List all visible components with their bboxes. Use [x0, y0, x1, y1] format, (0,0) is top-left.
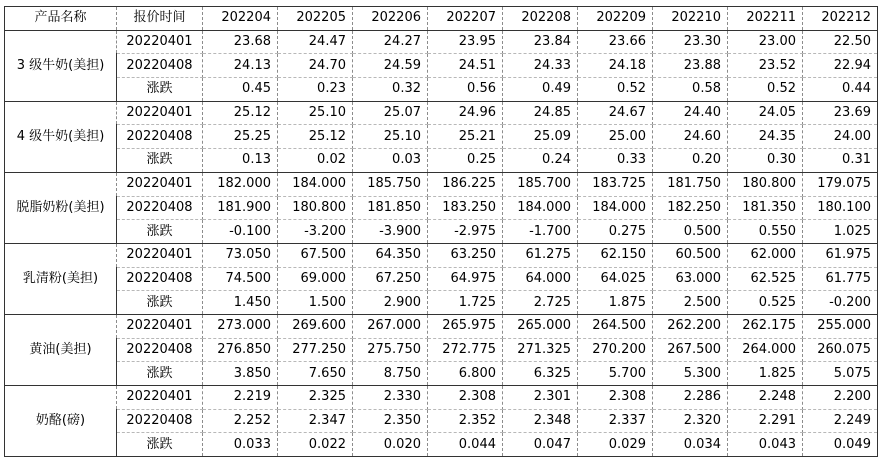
price-cell: 0.25 [428, 149, 503, 173]
price-cell: 24.47 [278, 30, 353, 54]
row-label: 涨跌 [117, 362, 203, 386]
table-row [5, 172, 878, 196]
table-row [5, 101, 878, 125]
table-row [5, 243, 878, 267]
price-cell: 179.075 [803, 172, 878, 196]
price-cell: 64.975 [428, 267, 503, 291]
header-date: 报价时间 [117, 7, 203, 31]
price-cell: 183.725 [578, 172, 653, 196]
row-label: 涨跌 [117, 291, 203, 315]
price-cell: 24.27 [353, 30, 428, 54]
price-cell: 64.350 [353, 243, 428, 267]
header-month: 202208 [503, 7, 578, 31]
table-row [5, 267, 878, 291]
header-month: 202211 [728, 7, 803, 31]
price-cell: 265.975 [428, 314, 503, 338]
price-cell: 22.94 [803, 54, 878, 78]
price-cell: 184.000 [503, 196, 578, 220]
price-cell: 0.56 [428, 78, 503, 102]
row-label: 20220408 [117, 338, 203, 362]
price-cell: 5.075 [803, 362, 878, 386]
price-cell: 265.000 [503, 314, 578, 338]
table-row [5, 220, 878, 244]
price-cell: 7.650 [278, 362, 353, 386]
price-cell: 6.325 [503, 362, 578, 386]
price-cell: 25.00 [578, 125, 653, 149]
row-label: 20220401 [117, 386, 203, 410]
price-cell: 264.500 [578, 314, 653, 338]
price-cell: 180.800 [728, 172, 803, 196]
price-cell: 0.30 [728, 149, 803, 173]
price-cell: 180.100 [803, 196, 878, 220]
price-cell: 61.275 [503, 243, 578, 267]
product-name: 黄油(美担) [5, 314, 117, 385]
row-label: 涨跌 [117, 220, 203, 244]
price-cell: 0.31 [803, 149, 878, 173]
price-cell: 24.35 [728, 125, 803, 149]
price-cell: 23.68 [203, 30, 278, 54]
price-cell: 0.02 [278, 149, 353, 173]
price-cell: 24.51 [428, 54, 503, 78]
price-cell: 277.250 [278, 338, 353, 362]
price-cell: 0.33 [578, 149, 653, 173]
price-cell: 3.850 [203, 362, 278, 386]
price-cell: 25.12 [278, 125, 353, 149]
price-cell: 182.250 [653, 196, 728, 220]
price-cell: 0.52 [728, 78, 803, 102]
price-cell: 186.225 [428, 172, 503, 196]
price-cell: 23.69 [803, 101, 878, 125]
price-cell: 255.000 [803, 314, 878, 338]
price-cell: 6.800 [428, 362, 503, 386]
price-cell: 23.88 [653, 54, 728, 78]
price-cell: 182.000 [203, 172, 278, 196]
header-row [5, 7, 878, 31]
header-month: 202210 [653, 7, 728, 31]
price-cell: 23.52 [728, 54, 803, 78]
table-header [5, 7, 878, 31]
price-cell: 271.325 [503, 338, 578, 362]
table-row [5, 386, 878, 410]
price-cell: 62.525 [728, 267, 803, 291]
price-cell: 73.050 [203, 243, 278, 267]
price-cell: 1.450 [203, 291, 278, 315]
price-cell: 2.347 [278, 409, 353, 433]
price-cell: 0.49 [503, 78, 578, 102]
price-cell: 0.20 [653, 149, 728, 173]
price-cell: 64.025 [578, 267, 653, 291]
price-cell: 180.800 [278, 196, 353, 220]
price-cell: 2.219 [203, 386, 278, 410]
price-cell: 5.700 [578, 362, 653, 386]
price-cell: 24.00 [803, 125, 878, 149]
table-row [5, 362, 878, 386]
price-cell: 0.029 [578, 433, 653, 457]
price-cell: 1.500 [278, 291, 353, 315]
price-cell: 24.70 [278, 54, 353, 78]
dairy-price-table [4, 6, 878, 457]
row-label: 20220401 [117, 101, 203, 125]
header-product: 产品名称 [5, 7, 117, 31]
price-cell: 0.044 [428, 433, 503, 457]
row-label: 20220408 [117, 196, 203, 220]
price-cell: 269.600 [278, 314, 353, 338]
price-cell: 67.500 [278, 243, 353, 267]
row-label: 20220401 [117, 314, 203, 338]
table-row [5, 409, 878, 433]
price-cell: 184.000 [278, 172, 353, 196]
price-cell: 2.200 [803, 386, 878, 410]
price-cell: 262.200 [653, 314, 728, 338]
price-cell: 25.10 [353, 125, 428, 149]
header-month: 202209 [578, 7, 653, 31]
price-cell: 2.350 [353, 409, 428, 433]
price-cell: 0.043 [728, 433, 803, 457]
price-cell: 25.12 [203, 101, 278, 125]
price-cell: 0.52 [578, 78, 653, 102]
price-cell: 0.24 [503, 149, 578, 173]
price-cell: 2.352 [428, 409, 503, 433]
price-cell: 24.85 [503, 101, 578, 125]
price-cell: 2.308 [428, 386, 503, 410]
row-label: 20220408 [117, 267, 203, 291]
price-cell: 2.249 [803, 409, 878, 433]
price-cell: 2.248 [728, 386, 803, 410]
price-cell: 0.034 [653, 433, 728, 457]
price-cell: 267.000 [353, 314, 428, 338]
header-month: 202206 [353, 7, 428, 31]
price-cell: 273.000 [203, 314, 278, 338]
price-cell: 2.348 [503, 409, 578, 433]
product-name: 乳清粉(美担) [5, 243, 117, 314]
price-cell: 1.825 [728, 362, 803, 386]
price-cell: 24.60 [653, 125, 728, 149]
table-row [5, 30, 878, 54]
price-cell: 5.300 [653, 362, 728, 386]
price-cell: 61.775 [803, 267, 878, 291]
price-cell: 0.525 [728, 291, 803, 315]
price-cell: 0.23 [278, 78, 353, 102]
price-cell: 25.25 [203, 125, 278, 149]
price-cell: 183.250 [428, 196, 503, 220]
price-cell: 23.00 [728, 30, 803, 54]
price-table-container [4, 6, 878, 457]
price-cell: 2.320 [653, 409, 728, 433]
price-cell: 8.750 [353, 362, 428, 386]
product-name: 4 级牛奶(美担) [5, 101, 117, 172]
price-cell: 2.725 [503, 291, 578, 315]
price-cell: 0.45 [203, 78, 278, 102]
price-cell: 2.291 [728, 409, 803, 433]
table-body [5, 30, 878, 456]
price-cell: 272.775 [428, 338, 503, 362]
price-cell: 264.000 [728, 338, 803, 362]
price-cell: 2.301 [503, 386, 578, 410]
price-cell: 2.900 [353, 291, 428, 315]
table-row [5, 433, 878, 457]
row-label: 20220401 [117, 172, 203, 196]
price-cell: 0.44 [803, 78, 878, 102]
price-cell: -0.200 [803, 291, 878, 315]
price-cell: 181.750 [653, 172, 728, 196]
price-cell: 25.09 [503, 125, 578, 149]
row-label: 20220401 [117, 243, 203, 267]
price-cell: 69.000 [278, 267, 353, 291]
price-cell: 0.022 [278, 433, 353, 457]
price-cell: 276.850 [203, 338, 278, 362]
price-cell: 181.850 [353, 196, 428, 220]
price-cell: 0.275 [578, 220, 653, 244]
price-cell: 23.95 [428, 30, 503, 54]
table-row [5, 54, 878, 78]
table-row [5, 196, 878, 220]
price-cell: 185.700 [503, 172, 578, 196]
price-cell: 60.500 [653, 243, 728, 267]
price-cell: 62.150 [578, 243, 653, 267]
price-cell: 0.32 [353, 78, 428, 102]
price-cell: 0.049 [803, 433, 878, 457]
price-cell: 25.07 [353, 101, 428, 125]
header-month: 202207 [428, 7, 503, 31]
price-cell: 2.337 [578, 409, 653, 433]
price-cell: 0.13 [203, 149, 278, 173]
price-cell: 2.308 [578, 386, 653, 410]
price-cell: 0.58 [653, 78, 728, 102]
table-row [5, 125, 878, 149]
table-row [5, 291, 878, 315]
price-cell: 24.59 [353, 54, 428, 78]
price-cell: 61.975 [803, 243, 878, 267]
row-label: 20220408 [117, 125, 203, 149]
product-name: 3 级牛奶(美担) [5, 30, 117, 101]
price-cell: 23.30 [653, 30, 728, 54]
price-cell: 0.047 [503, 433, 578, 457]
table-row [5, 149, 878, 173]
price-cell: 1.875 [578, 291, 653, 315]
price-cell: 2.286 [653, 386, 728, 410]
price-cell: 25.10 [278, 101, 353, 125]
row-label: 涨跌 [117, 433, 203, 457]
price-cell: -0.100 [203, 220, 278, 244]
price-cell: 24.13 [203, 54, 278, 78]
price-cell: -2.975 [428, 220, 503, 244]
price-cell: -1.700 [503, 220, 578, 244]
price-cell: -3.200 [278, 220, 353, 244]
header-month: 202205 [278, 7, 353, 31]
price-cell: -3.900 [353, 220, 428, 244]
price-cell: 74.500 [203, 267, 278, 291]
price-cell: 63.250 [428, 243, 503, 267]
product-name: 脱脂奶粉(美担) [5, 172, 117, 243]
row-label: 涨跌 [117, 78, 203, 102]
price-cell: 24.67 [578, 101, 653, 125]
price-cell: 2.252 [203, 409, 278, 433]
price-cell: 260.075 [803, 338, 878, 362]
table-row [5, 338, 878, 362]
price-cell: 275.750 [353, 338, 428, 362]
price-cell: 1.725 [428, 291, 503, 315]
price-cell: 67.250 [353, 267, 428, 291]
header-month: 202204 [203, 7, 278, 31]
price-cell: 24.05 [728, 101, 803, 125]
price-cell: 22.50 [803, 30, 878, 54]
price-cell: 0.550 [728, 220, 803, 244]
row-label: 涨跌 [117, 149, 203, 173]
price-cell: 63.000 [653, 267, 728, 291]
price-cell: 2.330 [353, 386, 428, 410]
price-cell: 181.350 [728, 196, 803, 220]
row-label: 20220408 [117, 54, 203, 78]
price-cell: 24.33 [503, 54, 578, 78]
price-cell: 62.000 [728, 243, 803, 267]
price-cell: 267.500 [653, 338, 728, 362]
table-row [5, 314, 878, 338]
price-cell: 25.21 [428, 125, 503, 149]
price-cell: 23.84 [503, 30, 578, 54]
product-name: 奶酪(磅) [5, 386, 117, 457]
price-cell: 184.000 [578, 196, 653, 220]
price-cell: 2.325 [278, 386, 353, 410]
price-cell: 23.66 [578, 30, 653, 54]
price-cell: 262.175 [728, 314, 803, 338]
price-cell: 0.03 [353, 149, 428, 173]
price-cell: 1.025 [803, 220, 878, 244]
price-cell: 270.200 [578, 338, 653, 362]
price-cell: 2.500 [653, 291, 728, 315]
price-cell: 185.750 [353, 172, 428, 196]
price-cell: 24.96 [428, 101, 503, 125]
price-cell: 181.900 [203, 196, 278, 220]
table-row [5, 78, 878, 102]
price-cell: 64.000 [503, 267, 578, 291]
price-cell: 24.40 [653, 101, 728, 125]
price-cell: 0.500 [653, 220, 728, 244]
price-cell: 24.18 [578, 54, 653, 78]
header-month: 202212 [803, 7, 878, 31]
row-label: 20220408 [117, 409, 203, 433]
row-label: 20220401 [117, 30, 203, 54]
price-cell: 0.033 [203, 433, 278, 457]
price-cell: 0.020 [353, 433, 428, 457]
